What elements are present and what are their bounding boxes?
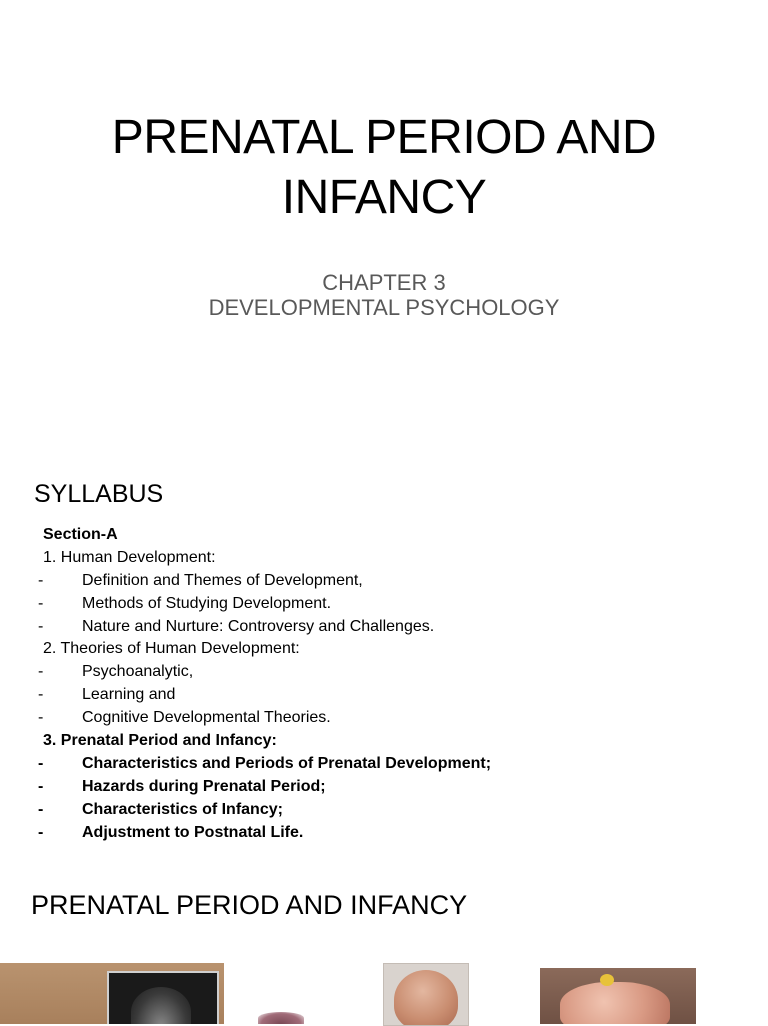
syllabus-item-text: Psychoanalytic, — [82, 663, 194, 681]
syllabus-bullet-item — [38, 570, 738, 593]
subtitle — [0, 270, 768, 320]
syllabus-item-text: Adjustment to Postnatal Life. — [82, 823, 304, 841]
infant-photo — [540, 968, 696, 1024]
dash-bullet: - — [38, 663, 44, 681]
syllabus-list — [38, 524, 738, 844]
dash-bullet: - — [38, 823, 44, 841]
syllabus-topic-heading: 1. Human Development: — [43, 548, 216, 566]
title-slide — [0, 0, 768, 420]
page-title — [0, 108, 768, 228]
syllabus-item-text: Characteristics of Infancy; — [82, 800, 283, 818]
dash-bullet: - — [38, 571, 44, 589]
syllabus-bullet-item — [38, 776, 738, 799]
syllabus-item-text: Characteristics and Periods of Prenatal Development; — [82, 754, 492, 772]
infant-figure — [560, 982, 670, 1024]
syllabus-bullet-item — [38, 799, 738, 822]
ultrasound-scan — [131, 987, 191, 1024]
subtitle-course: DEVELOPMENTAL PSYCHOLOGY — [208, 295, 560, 320]
syllabus-item-text: Hazards during Prenatal Period; — [82, 777, 326, 795]
ultrasound-screen — [107, 971, 219, 1024]
photos-heading: PRENATAL PERIOD AND INFANCY — [31, 890, 468, 920]
syllabus-bullet-item — [38, 593, 738, 616]
dash-bullet: - — [38, 709, 44, 727]
title-line-2: INFANCY — [281, 171, 487, 224]
syllabus-bullet-item — [38, 822, 738, 845]
fetus-photo — [383, 963, 469, 1026]
syllabus-topic-heading: 2. Theories of Human Development: — [43, 640, 300, 658]
syllabus-slide — [0, 460, 768, 860]
photos-slide — [0, 872, 768, 1024]
section-label: Section-A — [43, 526, 118, 543]
syllabus-item-text: Learning and — [82, 686, 176, 704]
syllabus-bullet-item — [38, 753, 738, 776]
fetus-figure — [394, 970, 458, 1026]
syllabus-bullet-item — [38, 661, 738, 684]
syllabus-item-text: Cognitive Developmental Theories. — [82, 709, 331, 727]
title-line-1: PRENATAL PERIOD AND — [111, 111, 657, 164]
ultrasound-photo — [0, 963, 224, 1024]
subtitle-chapter: CHAPTER 3 — [322, 270, 446, 295]
syllabus-item-text: Nature and Nurture: Controversy and Challenges. — [82, 617, 435, 635]
dash-bullet: - — [38, 617, 44, 635]
syllabus-bullet-item — [38, 684, 738, 707]
syllabus-bullet-item — [38, 707, 738, 730]
syllabus-heading: SYLLABUS — [34, 480, 164, 508]
syllabus-item-text: Definition and Themes of Development, — [82, 571, 363, 589]
toy-figure — [600, 974, 614, 986]
dash-bullet: - — [38, 686, 44, 704]
newborn-photo — [258, 1012, 304, 1024]
dash-bullet: - — [38, 754, 44, 772]
dash-bullet: - — [38, 800, 44, 818]
syllabus-item-text: Methods of Studying Development. — [82, 594, 332, 612]
dash-bullet: - — [38, 594, 44, 612]
syllabus-bullet-item — [38, 616, 738, 639]
dash-bullet: - — [38, 777, 44, 795]
syllabus-topic-heading: 3. Prenatal Period and Infancy: — [43, 732, 277, 750]
